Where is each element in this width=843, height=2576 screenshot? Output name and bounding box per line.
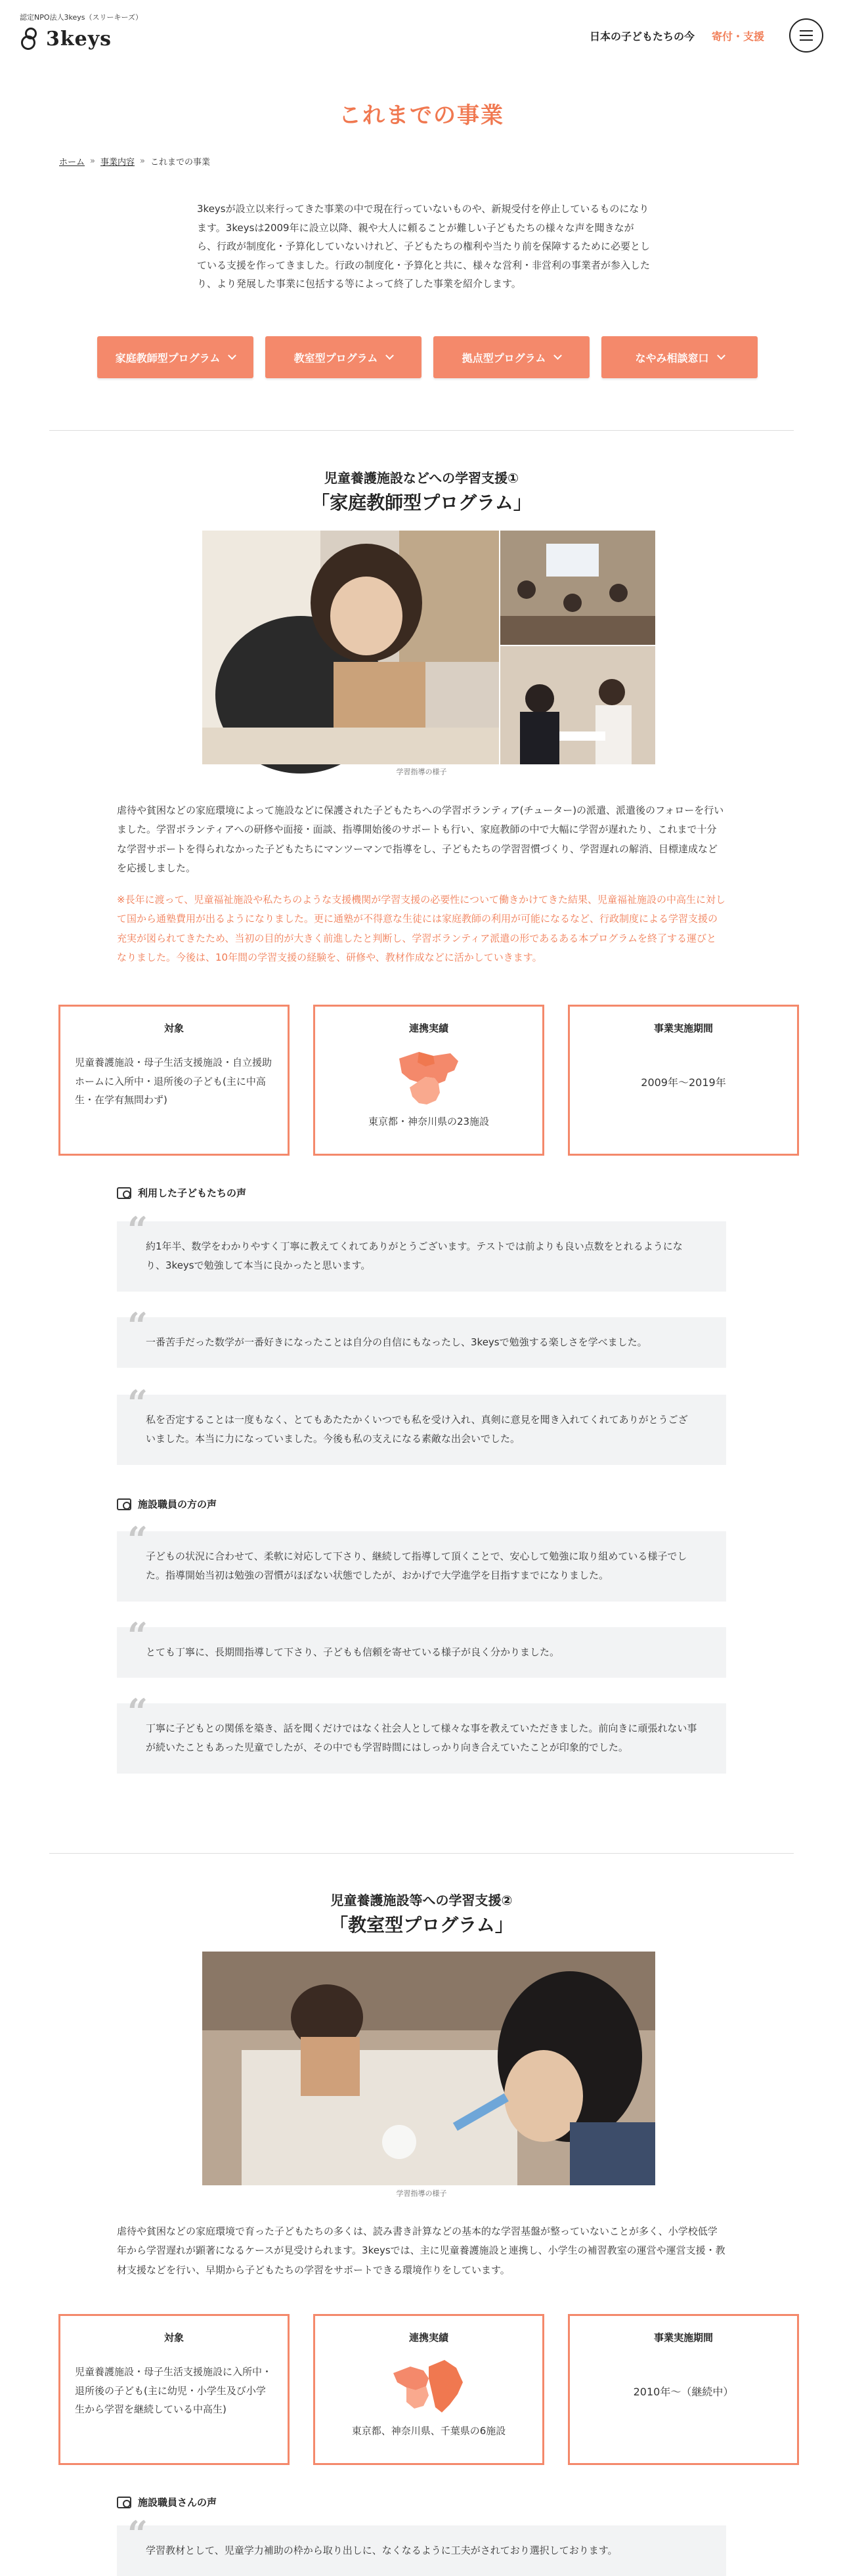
section1-note: ※長年に渡って、児童福祉施設や私たちのような支援機関が学習支援の必要性について働きかけてきた結果、児童福祉施設の中高生に対して国から通塾費用が出るようになりました。更に通塾が不得意な生徒には家庭教師の利用が可能になるなど、行政制度による学習支援の充実が図られてきたため、当初の目的が大きく前進したと判断し、学習ボランティア派遣の形であるある本プログラムを終了する運びとなりました。今後は、10年間の学習支援の経験を、研修や、教材作成などに活かしていきます。	[117, 894, 725, 963]
global-nav	[590, 28, 764, 43]
tab-home-tutor-program[interactable]	[97, 336, 253, 378]
quote-text: 学習教材として、児童学力補助の枠から取り出しに、なくなるように工夫がされており選択しております。	[146, 2544, 618, 2556]
voices-children-heading	[117, 1186, 246, 1200]
staff-voice-quote	[117, 1615, 726, 1678]
box-text: 2010年〜（継続中）	[633, 2386, 734, 2398]
section2-body: 虐待や貧困などの家庭環境で育った子どもたちの多くは、読み書き計算などの基本的な学習基盤が整っていないことが多く、小学校低学年から学習遅れが顕著になるケースが見受けられます。3keysでは、主に児童養護施設と連携し、小学生の補習教室の運営や運営支援・教材支援などを行い、早期から子どもたちの学習をサポートできる環境作りをしています。	[117, 2225, 725, 2276]
chevron-down-icon	[386, 351, 395, 360]
child-voice-quote	[117, 1305, 726, 1368]
box-title: 対象	[163, 1022, 184, 1034]
intro-text: 3keysが設立以来行ってきた事業の中で現在行っていないものや、新規受付を停止しているものになります。3keysは2009年に設立以降、親や大人に頼ることが難しい子どもたちの様々な声を聞きながら、行政が制度化・予算化していないけれど、子どもたちの権利や当たり前を保障するために必要としている支援を作ってきました。行政の制度化・予算化と共に、様々な営利・非営利の事業者が参入したり、より発展した事業に包括する等によって終了した事業を紹介します。	[197, 203, 651, 290]
box-text: 児童養護施設・母子生活支援施設に入所中・退所後の子ども(主に幼児・小学生及び小学生から学習を継続している中高生)	[75, 2366, 272, 2415]
quote-mark-icon: “	[127, 1691, 148, 1733]
section2-title: 「教室型プログラム」	[330, 1914, 513, 1936]
quote-mark-icon: “	[127, 1209, 148, 1251]
staff-voice-quote	[117, 1519, 726, 1602]
voices-heading-text: 利用した子どもたちの声	[138, 1187, 247, 1199]
child-voice-quote	[117, 1209, 726, 1292]
quote-mark-icon: “	[127, 2513, 148, 2555]
section2-target-box	[58, 2314, 290, 2465]
section1-photo-classroom	[500, 531, 655, 645]
tab-label: 家庭教師型プログラム	[115, 351, 221, 364]
voices-staff-heading	[117, 2495, 217, 2509]
breadcrumb-separator: »	[90, 156, 95, 166]
box-text: 児童養護施設・母子生活支援施設・自立援助ホームに入所中・退所後の子ども(主に中高生・在学有無問わず)	[75, 1057, 272, 1106]
section2-period-box	[568, 2314, 799, 2465]
nav-link-donate[interactable]: 寄付・支援	[711, 30, 764, 43]
tab-label: 拠点型プログラム	[462, 351, 546, 364]
breadcrumb	[59, 155, 210, 167]
voices-heading-text: 施設職員の方の声	[138, 1498, 217, 1510]
breadcrumb-separator: »	[140, 156, 145, 166]
child-voice-quote	[117, 1382, 726, 1465]
staff-voice-quote	[117, 1691, 726, 1774]
page-title: これまでの事業	[339, 102, 504, 129]
section2-main-photo	[202, 1952, 655, 2185]
tab-consultation-desk[interactable]	[601, 336, 758, 378]
section1-subtitle: 児童養護施設などへの学習支援①	[324, 470, 519, 486]
site-logo[interactable]	[20, 26, 112, 51]
section1-main-photo	[202, 531, 499, 764]
quote-text: とても丁寧に、長期間指導して下さり、子どもも信頼を寄せている様子が良く分かりました。	[146, 1646, 560, 1658]
breadcrumb-home[interactable]: ホーム	[59, 158, 85, 167]
logo-mark-icon	[20, 26, 42, 51]
quote-text: 一番苦手だった数学が一番好きになったことは自分の自信にもなったし、3keysで勉強する楽しさを学べました。	[146, 1336, 647, 1348]
chevron-down-icon	[228, 351, 237, 360]
org-label: 認定NPO法人3keys（スリーキーズ）	[20, 13, 142, 22]
section2-photo-caption: 学習指導の様子	[396, 2189, 447, 2198]
section1-photo-caption: 学習指導の様子	[396, 768, 447, 776]
program-tabs	[97, 336, 758, 378]
quote-mark-icon: “	[127, 1615, 148, 1657]
section1-title: 「家庭教師型プログラム」	[311, 492, 532, 513]
breadcrumb-parent[interactable]: 事業内容	[100, 158, 135, 167]
section1-target-box	[58, 1005, 290, 1156]
tab-label: 教室型プログラム	[293, 351, 378, 364]
tokyo-kanagawa-map-icon	[315, 1044, 542, 1112]
voice-speech-icon	[117, 1498, 131, 1510]
chevron-down-icon	[554, 351, 563, 360]
staff-voice-quote	[117, 2513, 726, 2576]
voices-staff-heading	[117, 1497, 217, 1511]
box-title: 連携実績	[408, 2332, 448, 2344]
chevron-down-icon	[717, 351, 725, 360]
quote-mark-icon: “	[127, 1305, 148, 1347]
menu-icon	[800, 30, 813, 32]
box-title: 連携実績	[408, 1022, 448, 1034]
box-text: 東京都、神奈川県、千葉県の6施設	[351, 2425, 506, 2437]
nav-link-children-today[interactable]: 日本の子どもたちの今	[589, 30, 695, 43]
quote-text: 丁寧に子どもとの関係を築き、話を聞くだけではなく社会人として様々な事を教えていただきました。前向きに頑張れない事が続いたこともあった児童でしたが、その中でも学習時間にはしっかり向き合えていたことが印象的でした。	[146, 1722, 697, 1754]
section-divider	[49, 1853, 794, 1854]
voice-speech-icon	[117, 1187, 131, 1199]
box-text: 2009年〜2019年	[641, 1076, 726, 1089]
voices-heading-text: 施設職員さんの声	[138, 2497, 217, 2508]
box-title: 対象	[163, 2332, 184, 2344]
box-title: 事業実施期間	[653, 2332, 713, 2344]
quote-mark-icon: “	[127, 1382, 148, 1424]
logo-text: 3keys	[46, 27, 112, 51]
tab-classroom-program[interactable]	[265, 336, 422, 378]
section1-partners-box	[313, 1005, 544, 1156]
section1-body: 虐待や貧困などの家庭環境によって施設などに保護された子どもたちへの学習ボランティア(チューター)の派遣、派遣後のフォローを行いました。学習ボランティアへの研修や面接・面談、指導開始後のサポートも行い、家庭教師の中で大幅に学習が遅れたり、これまで十分な学習サポートを得られなかった子どもたちにマンツーマンで指導をし、子どもたちの学習習慣づくり、学習遅れの解消、目標達成などを応援しました。	[117, 804, 724, 874]
tokyo-kanagawa-chiba-map-icon	[315, 2353, 542, 2422]
quote-text: 子どもの状況に合わせて、柔軟に対応して下さり、継続して指導して頂くことで、安心して勉強に取り組めている様子でした。指導開始当初は勉強の習慣がほぼない状態でしたが、おかげで大学進学を目指すまでになりました。	[146, 1550, 687, 1582]
tab-label: なやみ相談窓口	[635, 351, 709, 364]
section1-photo-interview	[500, 646, 655, 764]
quote-mark-icon: “	[127, 1519, 148, 1561]
box-title: 事業実施期間	[653, 1022, 713, 1034]
section1-period-box	[568, 1005, 799, 1156]
site-header	[0, 0, 843, 74]
breadcrumb-current: これまでの事業	[150, 158, 210, 167]
quote-text: 約1年半、数学をわかりやすく丁寧に教えてくれてありがとうございます。テストでは前よりも良い点数をとれるようになり、3keysで勉強して本当に良かったと思います。	[146, 1240, 683, 1272]
voice-speech-icon	[117, 2497, 131, 2508]
section2-partners-box	[313, 2314, 544, 2465]
quote-text: 私を否定することは一度もなく、とてもあたたかくいつでも私を受け入れ、真剣に意見を聞き入れてくれてありがとうございました。本当に力になっていました。今後も私の支えになる素敵な出会いでした。	[146, 1414, 688, 1445]
hamburger-menu-button[interactable]	[789, 18, 823, 53]
tab-base-program[interactable]	[433, 336, 590, 378]
section2-subtitle: 児童養護施設等への学習支援②	[330, 1892, 513, 1908]
section-divider	[49, 430, 794, 431]
box-text: 東京都・神奈川県の23施設	[368, 1116, 490, 1127]
